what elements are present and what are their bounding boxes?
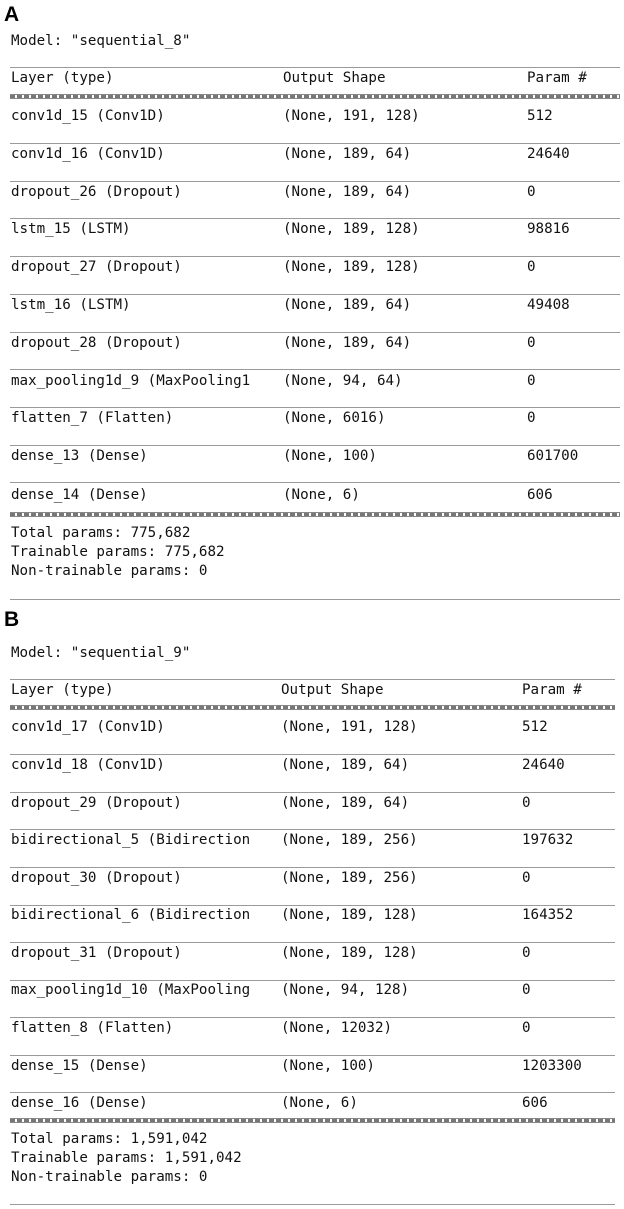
param-count: 0 — [522, 795, 531, 811]
param-count: 1203300 — [522, 1058, 582, 1074]
layer-name: dense_15 (Dense) — [11, 1058, 148, 1074]
table-row — [0, 907, 624, 925]
output-shape: (None, 189, 128) — [281, 907, 418, 923]
table-row — [0, 487, 624, 505]
trainable-params: Trainable params: 1,591,042 — [11, 1150, 242, 1166]
divider — [10, 218, 620, 219]
layer-name: dense_13 (Dense) — [11, 448, 148, 464]
param-count: 0 — [527, 335, 536, 351]
layer-name: flatten_8 (Flatten) — [11, 1020, 174, 1036]
divider — [10, 829, 615, 830]
panel-b-label: B — [4, 608, 20, 631]
divider — [10, 482, 620, 483]
divider — [10, 980, 615, 981]
output-shape: (None, 189, 64) — [283, 146, 412, 162]
table-row — [0, 1095, 624, 1113]
table-row — [0, 335, 624, 353]
divider — [10, 445, 620, 446]
param-count: 606 — [527, 487, 553, 503]
output-shape: (None, 189, 128) — [281, 945, 418, 961]
param-count: 0 — [522, 945, 531, 961]
output-shape: (None, 189, 256) — [281, 870, 418, 886]
table-row — [0, 373, 624, 391]
layer-name: bidirectional_6 (Bidirection — [11, 907, 251, 923]
header-layer: Layer (type) — [11, 70, 114, 86]
panel-a-label: A — [4, 3, 20, 26]
double-divider — [10, 1118, 615, 1123]
output-shape: (None, 94, 64) — [283, 373, 403, 389]
table-row — [0, 108, 624, 126]
double-divider — [10, 705, 615, 710]
divider — [10, 332, 620, 333]
layer-name: max_pooling1d_10 (MaxPooling — [11, 982, 251, 998]
param-count: 98816 — [527, 221, 570, 237]
output-shape: (None, 189, 64) — [283, 184, 412, 200]
param-count: 0 — [522, 982, 531, 998]
table-row — [0, 795, 624, 813]
model-b-name: Model: "sequential_9" — [11, 645, 191, 661]
divider — [10, 754, 615, 755]
output-shape: (None, 191, 128) — [281, 719, 418, 735]
trainable-params: Trainable params: 775,682 — [11, 544, 225, 560]
table-row — [0, 870, 624, 888]
param-count: 0 — [522, 1020, 531, 1036]
layer-name: conv1d_15 (Conv1D) — [11, 108, 165, 124]
divider — [10, 67, 620, 68]
table-row — [0, 146, 624, 164]
table-row — [0, 1058, 624, 1076]
param-count: 24640 — [522, 757, 565, 773]
output-shape: (None, 6016) — [283, 410, 386, 426]
param-count: 0 — [527, 184, 536, 200]
layer-name: dropout_31 (Dropout) — [11, 945, 182, 961]
param-count: 0 — [527, 410, 536, 426]
divider — [10, 143, 620, 144]
divider — [10, 1092, 615, 1093]
output-shape: (None, 189, 64) — [281, 795, 410, 811]
layer-name: dropout_26 (Dropout) — [11, 184, 182, 200]
output-shape: (None, 100) — [281, 1058, 375, 1074]
divider — [10, 294, 620, 295]
layer-name: conv1d_16 (Conv1D) — [11, 146, 165, 162]
divider — [10, 905, 615, 906]
divider — [10, 867, 615, 868]
header-output: Output Shape — [281, 682, 384, 698]
param-count: 0 — [522, 870, 531, 886]
param-count: 601700 — [527, 448, 579, 464]
layer-name: max_pooling1d_9 (MaxPooling1 — [11, 373, 251, 389]
layer-name: dense_14 (Dense) — [11, 487, 148, 503]
table-row — [0, 832, 624, 850]
table-row — [0, 757, 624, 775]
divider — [10, 256, 620, 257]
header-output: Output Shape — [283, 70, 386, 86]
output-shape: (None, 6) — [283, 487, 360, 503]
output-shape: (None, 189, 64) — [281, 757, 410, 773]
output-shape: (None, 189, 64) — [283, 297, 412, 313]
layer-name: dense_16 (Dense) — [11, 1095, 148, 1111]
non-trainable-params: Non-trainable params: 0 — [11, 563, 208, 579]
table-row — [0, 184, 624, 202]
output-shape: (None, 100) — [283, 448, 377, 464]
layer-name: dropout_28 (Dropout) — [11, 335, 182, 351]
layer-name: bidirectional_5 (Bidirection — [11, 832, 251, 848]
layer-name: dropout_29 (Dropout) — [11, 795, 182, 811]
divider — [10, 792, 615, 793]
total-params: Total params: 1,591,042 — [11, 1131, 208, 1147]
table-row — [0, 719, 624, 737]
divider — [10, 679, 615, 680]
param-count: 197632 — [522, 832, 574, 848]
divider — [10, 407, 620, 408]
layer-name: lstm_16 (LSTM) — [11, 297, 131, 313]
table-row — [0, 221, 624, 239]
header-params: Param # — [527, 70, 587, 86]
divider — [10, 599, 620, 600]
total-params: Total params: 775,682 — [11, 525, 191, 541]
divider — [10, 942, 615, 943]
divider — [10, 181, 620, 182]
output-shape: (None, 94, 128) — [281, 982, 410, 998]
layer-name: flatten_7 (Flatten) — [11, 410, 174, 426]
param-count: 0 — [527, 373, 536, 389]
output-shape: (None, 189, 128) — [283, 221, 420, 237]
param-count: 164352 — [522, 907, 574, 923]
double-divider — [10, 94, 620, 99]
header-params: Param # — [522, 682, 582, 698]
divider — [10, 1055, 615, 1056]
layer-name: dropout_27 (Dropout) — [11, 259, 182, 275]
divider — [10, 1017, 615, 1018]
table-row — [0, 982, 624, 1000]
table-row — [0, 410, 624, 428]
table-header — [0, 70, 624, 88]
layer-name: dropout_30 (Dropout) — [11, 870, 182, 886]
param-count: 49408 — [527, 297, 570, 313]
param-count: 24640 — [527, 146, 570, 162]
param-count: 512 — [527, 108, 553, 124]
layer-name: conv1d_18 (Conv1D) — [11, 757, 165, 773]
param-count: 0 — [527, 259, 536, 275]
table-row — [0, 448, 624, 466]
table-row — [0, 1020, 624, 1038]
table-header — [0, 682, 624, 700]
divider — [10, 1204, 615, 1205]
table-row — [0, 259, 624, 277]
output-shape: (None, 191, 128) — [283, 108, 420, 124]
divider — [10, 369, 620, 370]
header-layer: Layer (type) — [11, 682, 114, 698]
output-shape: (None, 12032) — [281, 1020, 393, 1036]
table-row — [0, 297, 624, 315]
output-shape: (None, 189, 128) — [283, 259, 420, 275]
param-count: 512 — [522, 719, 548, 735]
layer-name: lstm_15 (LSTM) — [11, 221, 131, 237]
non-trainable-params: Non-trainable params: 0 — [11, 1169, 208, 1185]
output-shape: (None, 189, 256) — [281, 832, 418, 848]
output-shape: (None, 189, 64) — [283, 335, 412, 351]
output-shape: (None, 6) — [281, 1095, 358, 1111]
table-row — [0, 945, 624, 963]
model-a-name: Model: "sequential_8" — [11, 33, 191, 49]
double-divider — [10, 512, 620, 517]
layer-name: conv1d_17 (Conv1D) — [11, 719, 165, 735]
param-count: 606 — [522, 1095, 548, 1111]
